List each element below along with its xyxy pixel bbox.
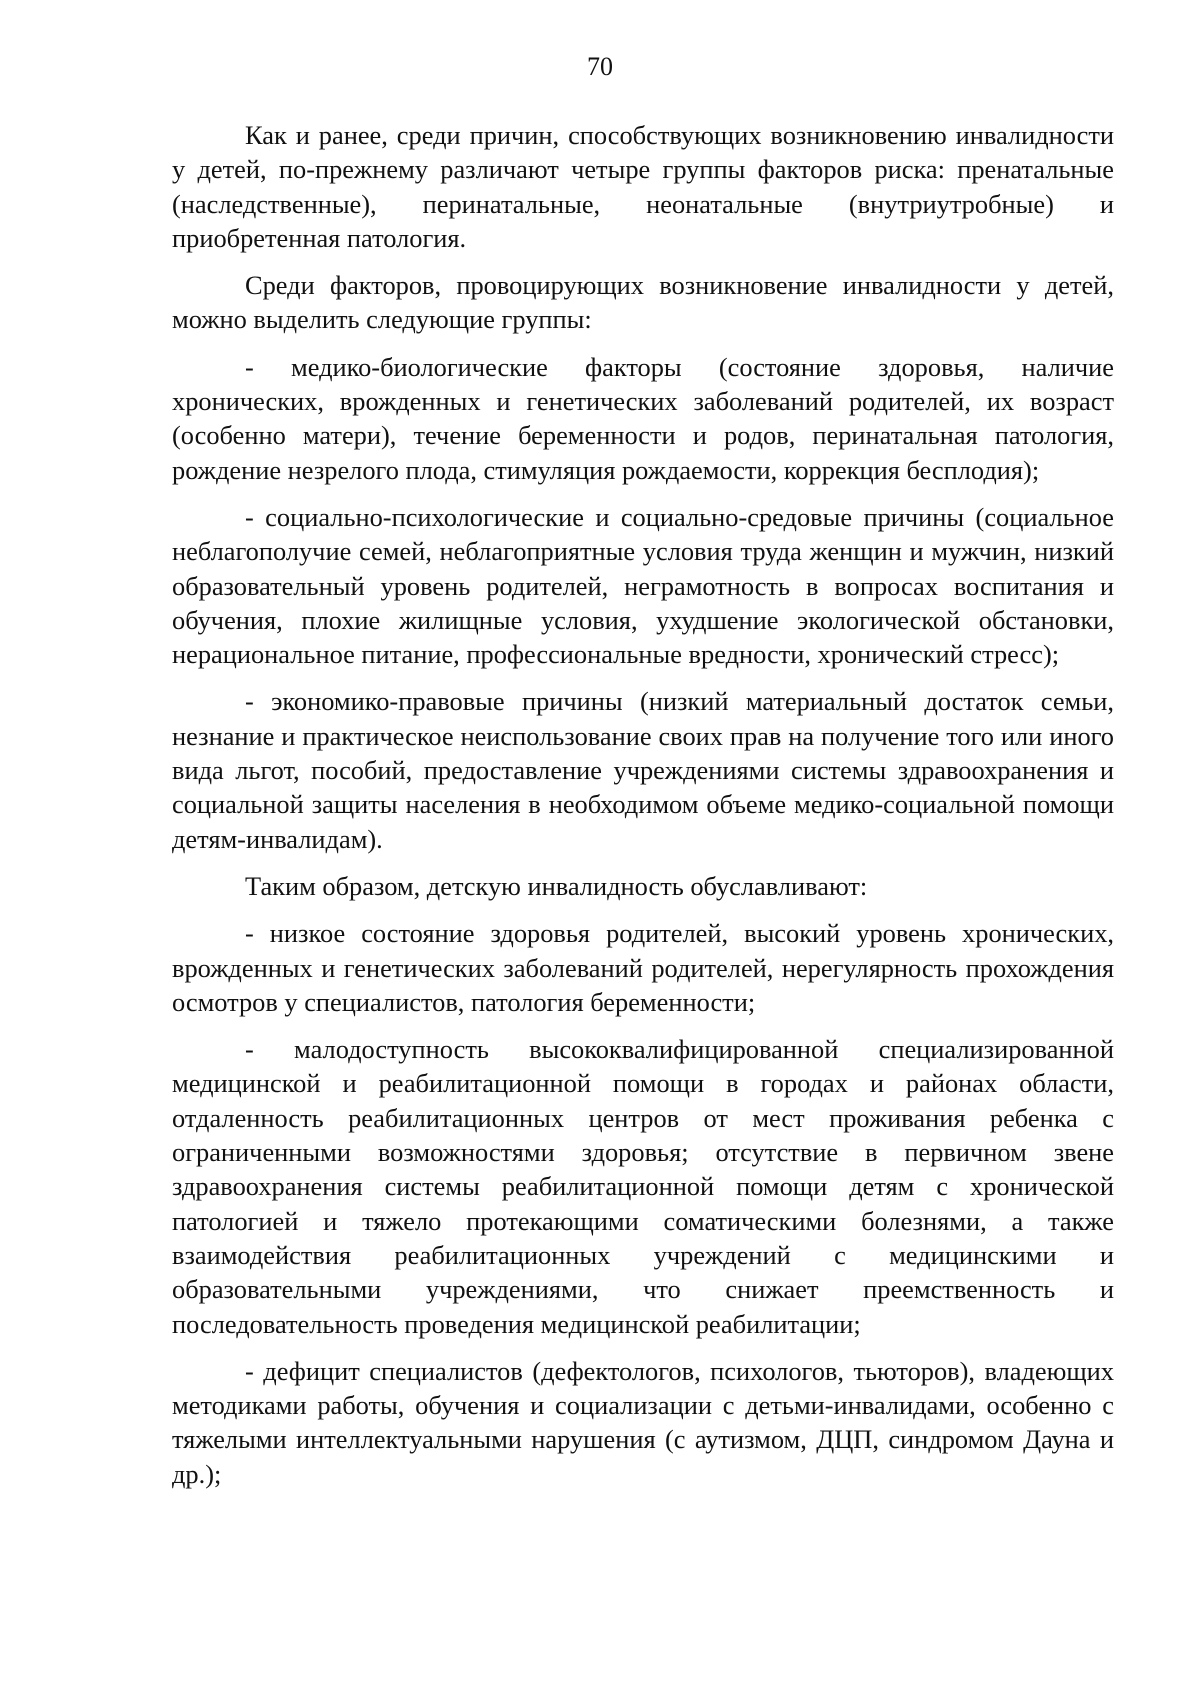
list-item-care-accessibility: - малодоступность высококвалифицированной специализированной медицинской и реабилитационной помощи в городах и районах области, отдаленность реабилитационных центров от мест проживания ребенка с ограниченными возможностями здоровья; отсутствие в первичном звене здравоохранения системы реабилитационной помощи детям с хронической патологией и тяжело протекающими соматическими болезнями, а также взаимодействия реабилитационных учреждений с медицинскими и образовательными учреждениями, что снижает преемственность и последовательность проведения медицинской реабилитации; [172,1034,1114,1339]
list-item-economic-legal: - экономико-правовые причины (низкий материальный достаток семьи, незнание и практическое неиспользование своих прав на получение того или иного вида льгот, пособий, предоставление учреждениями системы здравоохранения и социальной защиты населения в необходимом объеме медико-социальной помощи детям-инвалидам). [172,686,1114,854]
list-item-parents-health: - низкое состояние здоровья родителей, высокий уровень хронических, врожденных и генетических заболеваний родителей, нерегулярность прохождения осмотров у специалистов, патология беременности; [172,918,1114,1017]
paragraph-intro-risk-factors: Как и ранее, среди причин, способствующих возникновению инвалидности у детей, по-прежнему различают четыре группы факторов риска: пренатальные (наследственные), перинатальные, неонатальные (внутриутробные) и приобретенная патология. [172,120,1114,253]
paragraph-conclusion: Таким образом, детскую инвалидность обуславливают: [245,870,868,901]
list-item-social-psychological: - социально-психологические и социально-средовые причины (социальное неблагополучие семей, неблагоприятные условия труда женщин и мужчин, низкий образовательный уровень родителей, неграмотность в вопросах воспитания и обучения, плохие жилищные условия, ухудшение экологической обстановки, нерациональное питание, профессиональные вредности, хронический стресс); [172,501,1114,670]
list-item-specialist-shortage: - дефицит специалистов (дефектологов, психологов, тьюторов), владеющих методиками работы, обучения и социализации с детьми-инвалидами, особенно с тяжелыми интеллектуальными нарушения (с аутизмом, ДЦП, синдромом Дауна и др.); [172,1355,1114,1489]
list-item-medical-biological: - медико-биологические факторы (состояние здоровья, наличие хронических, врожденных и генетических заболеваний родителей, их возраст (особенно матери), течение беременности и родов, перинатальная патология, рождение незрелого плода, стимуляция рождаемости, коррекция бесплодия); [172,351,1114,485]
document-body [172,118,1114,1504]
page-number: 70 [587,52,613,81]
paragraph-provoking-factors: Среди факторов, провоцирующих возникновение инвалидности у детей, можно выделить следующие группы: [172,270,1114,335]
